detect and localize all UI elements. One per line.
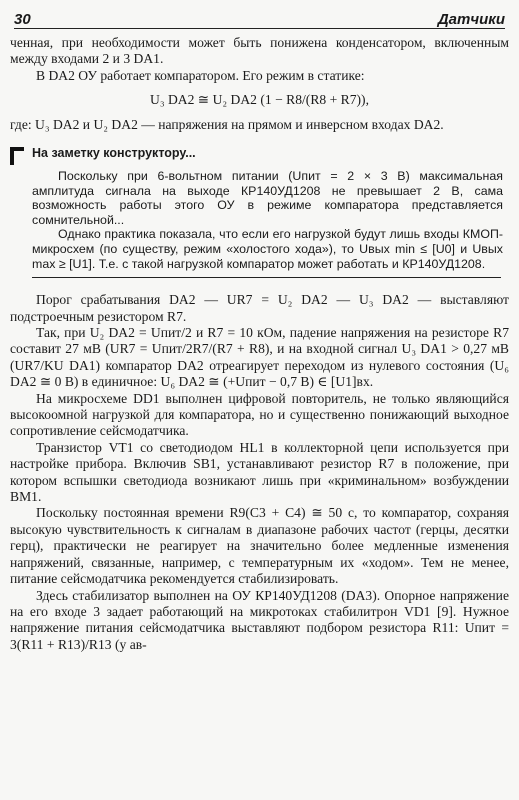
- paragraph-time-constant: Поскольку постоянная времени R9(C3 + C4) ≅ 50 с, то компаратор, сохраняя высокую чувствительность к сигналам в диапазоне рабочих частот (герцы, десятки герц), практически не реагирует на значительно более медленные изменения напряжений, связанные, например, с температурным их «ходом». Тем не менее, питание сейсмодатчика рекомендуется стабилизировать.: [10, 505, 509, 587]
- paragraph-comparator: В DA2 ОУ работает компаратором. Его режим в статике:: [36, 67, 365, 83]
- paragraph-repeater: На микросхеме DD1 выполнен цифровой повторитель, не только являющийся высокоомной нагрузкой для компаратора, но и существенно понижающий выходное сопротивление сейсмодатчика.: [10, 390, 509, 439]
- note-title: На заметку конструктору...: [32, 146, 196, 161]
- paragraph-example: Так, при U₂ DA2 = Uпит/2 и R7 = 10 кОм, падение напряжения на резисторе R7 составит 27 мВ (UR7 = Uпит/2R7/(R7 + R8), и на входной сигнал U₃ DA1 > 0,27 мВ (UR7/KU DA1) компаратор DA2 отреагирует переходом из нулевого состояния (U₆ DA2 ≅ 0 В) в единичное: U₆ DA2 ≅ (+Uпит − 0,7 В) ∈ [U1]вх.: [10, 325, 509, 390]
- formula-static-mode: U₃ DA2 ≅ U₂ DA2 (1 − R8/(R8 + R7)),: [150, 92, 369, 108]
- paragraph-where: где: U₃ DA2 и U₂ DA2 — напряжения на прямом и инверсном входах DA2.: [10, 116, 444, 132]
- paragraph-threshold: Порог срабатывания DA2 — UR7 = U₂ DA2 — U₃ DA2 — выставляют подстроечным резистором R7.: [10, 292, 509, 324]
- note-header: [10, 145, 509, 165]
- page-header: [14, 0, 505, 29]
- note-paragraph: Однако практика показала, что если его нагрузкой будут лишь входы КМОП-микросхем (по существу, режим «холостого хода»), то Uвых min ≤ [U0] и Uвых max ≥ [U1]. Т.е. с такой нагрузкой компаратор может работать и КР140УД1208.: [32, 227, 503, 271]
- note-divider: [32, 277, 501, 278]
- section-title: Датчики: [437, 11, 505, 28]
- note-paragraph: Поскольку при 6-вольтном питании (Uпит = 2 × 3 В) максимальная амплитуда сигнала на выходе КР140УД1208 не превышает 2 В, сама возможность работы этого ОУ в режиме компаратора представляется сомнительной...: [32, 169, 503, 227]
- paragraph-transistor: Транзистор VT1 со светодиодом HL1 в коллекторной цепи используется при настройке прибора. Включив SB1, устанавливают резистор R7 в положение, при котором вспышки светодиода возникают лишь при «криминальном» возбуждении BM1.: [10, 439, 509, 505]
- designer-note: [32, 169, 503, 271]
- page-body: [10, 35, 509, 653]
- page-number: 30: [14, 11, 31, 28]
- paragraph-stabilizer: Здесь стабилизатор выполнен на ОУ КР140УД1208 (DA3). Опорное напряжение на его входе 3 задает работающий на микротоках стабилитрон VD1 [9]. Нужное напряжение питания сейсмодатчика выставляют подбором резистора R11: Uпит = 3(R11 + R13)/R13 (у ав-: [10, 587, 509, 652]
- note-corner-mark: [10, 147, 24, 165]
- paragraph-continuation: ченная, при необходимости может быть понижена конденсатором, включенным между входами 2 и 3 DA1.: [10, 35, 509, 67]
